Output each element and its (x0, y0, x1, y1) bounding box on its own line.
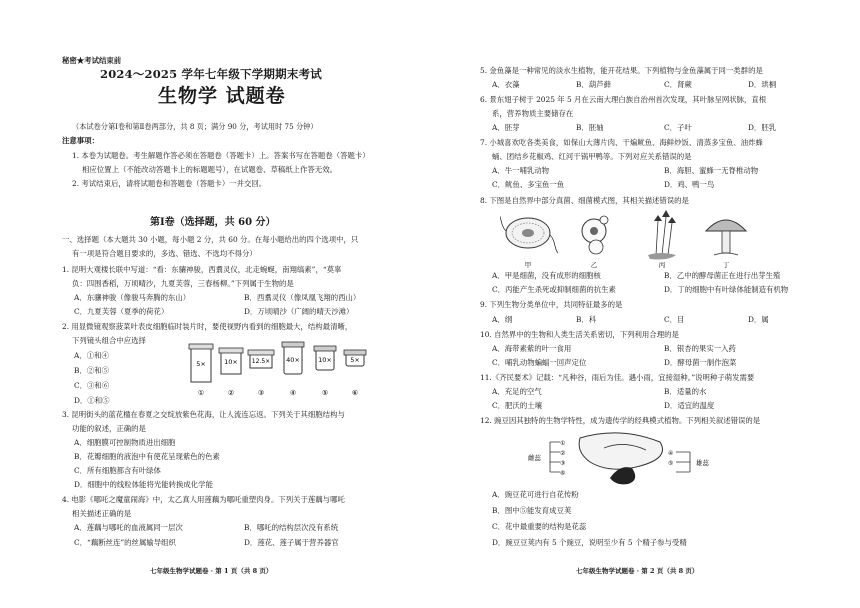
label-ding: 丁 (722, 261, 730, 269)
q10-option-c: C．哺乳动物蝙蝠一回声定位 (492, 358, 587, 367)
q4-stem-1: 4. 电影《哪吒之魔童闹海》中，太乙真人用莲藕为哪吒重塑肉身。下列关于莲藕与哪吒 (62, 495, 345, 504)
q8-option-c: C．丙能产生杀死或抑制细菌的抗生素 (492, 285, 616, 294)
pistil-bracket (550, 442, 560, 472)
q10-option-d: D．酵母菌一制作泡菜 (664, 358, 737, 367)
q1-option-a: A．东骧神骏（像骏马奔腾的东山） (74, 293, 191, 302)
q3-option-c: C．所有细胞都含有叶绿体 (74, 466, 161, 475)
pistil-label: 雌蕊 (528, 454, 541, 462)
q6-option-a: A．胚芽 (492, 123, 520, 132)
q6-stem-2: 系，营养物质主要储存在 (492, 109, 574, 118)
lens-5-mag: 10× (318, 356, 332, 364)
q1-option-c: C．九夏芙蓉（夏季的荷花） (74, 307, 169, 316)
q8-option-b: B．乙中的酵母菌正在进行出芽生殖 (664, 271, 781, 280)
q2-stem-2: 下列镜头组合中应选择 (72, 336, 146, 345)
q11-option-b: B．适量的水 (664, 387, 707, 396)
mushroom-cap (706, 220, 746, 231)
q11-option-c: C．肥沃的土壤 (492, 401, 542, 410)
notice-line-2: 2. 考试结束后，请将试题卷和答题卷（答题卡）一并交回。 (72, 179, 267, 188)
cell-yi-nucleus (590, 227, 598, 235)
stamen-label: 雄蕊 (696, 459, 709, 467)
lens-4-mag: 40× (286, 356, 300, 364)
q11-stem-1: 11.《齐民要术》记载：“凡种谷，雨后为佳。遇小雨，宜接湿种。”说明种子萌发需要 (480, 373, 755, 382)
lens-3-mag: 12.5× (251, 358, 271, 365)
mold-stalk-2 (662, 217, 666, 255)
label-bing: 丙 (658, 261, 666, 269)
q5-option-c: C．肾蕨 (664, 80, 692, 89)
q4-stem-2: 相关描述正确的是 (72, 509, 132, 518)
num-1: ① (560, 440, 566, 447)
num-3: ③ (560, 460, 566, 467)
exam-meta: （本试卷分第Ⅰ卷和第Ⅱ卷两部分，共 8 页；满分 90 分，考试用时 75 分钟） (72, 122, 318, 131)
lens-6-mag: 5× (350, 356, 360, 364)
microbe-figure (500, 209, 780, 271)
num-4: ④ (668, 450, 674, 457)
q3-stem-2: 功能的叙述，正确的是 (72, 424, 146, 433)
q1-option-b: B．西翥灵仪（像凤凰飞翔的西山） (244, 293, 361, 302)
q6-option-b: B．胚轴 (576, 123, 604, 132)
mold-spores (654, 210, 676, 223)
q4-option-a: A．莲藕与哪吒的血液属同一层次 (74, 523, 183, 532)
q7-option-b: B．海胆、蜜蜂一无脊椎动物 (664, 166, 759, 175)
q8-stem-1: 8. 下图是自然界中部分真菌、细菌模式图，其相关描述错误的是 (480, 196, 689, 205)
volume-1-title: 第Ⅰ卷（选择题，共 60 分） (150, 217, 276, 228)
q10-stem-1: 10. 自然界中的生物和人类生活关系密切，下列利用合理的是 (480, 330, 679, 339)
yeast-bud (600, 216, 608, 224)
mushroom-mycelium (714, 253, 738, 255)
q7-stem-2: 蛹、团结乡花椒鸡、红河干锅甲鸭等。下列对应关系错误的是 (492, 152, 692, 161)
stamen-bracket (676, 452, 690, 472)
q5-stem-1: 5. 金鱼藻是一种常见的淡水生植物，能开花结果。下列植物与金鱼藻属于同一类群的是 (480, 66, 763, 75)
q11-option-a: A．充足的空气 (492, 387, 542, 396)
lens-3-num: ③ (257, 389, 265, 397)
q3-stem-1: 3. 昆明街头的蓝花楹在春夏之交绽放紫色花海，让人流连忘返。下列关于其细胞结构与 (62, 410, 345, 419)
mold-stalk-1 (656, 221, 658, 255)
q12-option-c: C．花中最重要的结构是花蕊 (492, 522, 587, 531)
q4-option-d: D．莲花、莲子属于营养器官 (244, 538, 339, 547)
q11-option-d: D．适宜的温度 (664, 401, 715, 410)
notice-title: 注意事项： (62, 136, 99, 145)
lens-2-mag: 10× (224, 358, 238, 366)
q4-option-b: B．哪吒的结构层次没有系统 (244, 523, 339, 532)
mold-base (648, 253, 676, 260)
q6-option-d: D．胚乳 (748, 123, 777, 132)
q9-option-d: D．属 (748, 315, 769, 324)
label-jia: 甲 (524, 261, 532, 269)
subject-title: 生物学 试题卷 (158, 85, 286, 107)
q3-option-b: B．花瓣细胞的液泡中有使花呈现紫色的色素 (74, 452, 220, 461)
footer-page-1: 七年级生物学试题卷 · 第 1 页（共 8 页） (150, 567, 273, 575)
q8-option-d: D．丁的细胞中有叶绿体能制造有机物 (664, 285, 789, 294)
q12-option-a: A．豌豆花可进行自花传粉 (492, 490, 579, 499)
lens-6-num: ⑥ (351, 389, 359, 397)
page-2 (430, 0, 860, 608)
q5-option-a: A．衣藻 (492, 80, 520, 89)
q5-option-d: D．珙桐 (748, 80, 777, 89)
q8-option-a: A．甲是细菌，没有成形的细胞核 (492, 271, 601, 280)
footer-page-2: 七年级生物学试题卷 · 第 2 页（共 8 页） (576, 567, 699, 575)
q7-option-d: D．鸡、鸭一鸟 (664, 180, 715, 189)
q2-option-c: C．③和⑥ (74, 381, 110, 390)
lens-4-num: ④ (289, 389, 297, 397)
num-2: ② (560, 450, 566, 457)
q7-option-c: C．鱿鱼、多宝鱼一鱼 (492, 180, 565, 189)
q2-option-a: A．①和④ (74, 351, 109, 360)
num-5: ⑤ (668, 460, 674, 467)
q3-option-d: D．细胞中的线粒体能将光能转换成化学能 (74, 480, 213, 489)
lens-6-cap (344, 350, 366, 355)
lens-4-cap (282, 342, 304, 347)
notice-line-1a: 1. 本卷为试题卷。考生解题作答必须在答题卷（答题卡）上。答案书写在答题卷（答题卡） (72, 151, 370, 160)
num-6: ⑥ (560, 470, 566, 477)
mold-stalk-3 (668, 223, 672, 255)
cell-yi-small (589, 240, 603, 254)
lens-1-mag: 5× (196, 360, 206, 368)
q6-option-c: C．子叶 (664, 123, 692, 132)
q9-option-b: B．科 (576, 315, 597, 324)
lens-2-cap (219, 348, 243, 353)
lens-5-num: ⑤ (321, 389, 329, 397)
q12-option-d: D．豌豆豆荚内有 5 个豌豆，说明至少有 5 个精子参与受精 (492, 538, 687, 547)
q2-option-d: D．①和⑤ (74, 396, 110, 405)
q7-option-a: A．牛一哺乳动物 (492, 166, 550, 175)
section-intro-1: 一、选择题（本大题共 30 小题，每小题 2 分，共 60 分。在每小题给出的四个选项中，只 (62, 235, 359, 244)
lens-2-num: ② (227, 389, 235, 397)
q10-option-a: A．海带素紫的叶一食用 (492, 344, 572, 353)
lens-3-cap (248, 350, 274, 355)
q10-option-b: B．银杏的果实一入药 (664, 344, 736, 353)
q1-option-d: D．万顷晴沙（广阔的晴天沙滩） (244, 307, 354, 316)
section-intro-2: 有一项是符合题目要求的，多选、错选、不选均不得分） (72, 249, 257, 258)
flower-base (610, 467, 635, 484)
q2-option-b: B．②和⑤ (74, 366, 109, 375)
label-yi: 乙 (590, 261, 598, 269)
lens-illustration (186, 340, 376, 400)
q12-option-b: B．图中⑤能发育成豆荚 (492, 506, 572, 515)
pea-flower-figure (520, 428, 740, 488)
cell-jia-core (522, 229, 534, 237)
notice-line-1b: 相应位置上（不能改动答题卡上的标题题号），在试题卷、草稿纸上作答无效。 (82, 165, 337, 174)
q9-option-c: C．目 (664, 315, 685, 324)
secret-mark: 秘密★考试结束前 (62, 56, 122, 65)
q2-stem-1: 2. 用显微镜观察菠菜叶表皮细胞临时装片时，要使视野内看到的细胞最大，结构最清晰， (62, 322, 353, 331)
q9-option-a: A．纲 (492, 315, 513, 324)
q7-stem-1: 7. 小城喜欢吃各类美食，如保山大薄片肉、干煸鱿鱼、海鲜炒饭、清蒸多宝鱼、油炸蜂 (480, 138, 763, 147)
q9-stem-1: 9. 下列生物分类单位中，共同特征最多的是 (480, 300, 623, 309)
q3-option-a: A．细胞膜可控制物质进出细胞 (74, 438, 176, 447)
exam-title: 2024～2025 学年七年级下学期期末考试 (100, 67, 322, 81)
q6-stem-1: 6. 景东翅子树于 2025 年 5 月在云南大理白族自治州首次发现，其叶脉呈网状脉，直根 (480, 95, 767, 104)
mushroom-stem (722, 231, 730, 253)
lens-5-cap (314, 346, 336, 351)
q1-stem-1: 1. 昆明大观楼长联中写道：“看：东骧神骏，西翥灵仪，北走蜿蜒，南翔缟素”，“莫辜 (62, 265, 342, 274)
lens-1-cap (189, 344, 213, 349)
lens-1-num: ① (197, 389, 205, 397)
q4-option-c: C．“藕断丝连”的丝属输导组织 (74, 538, 176, 547)
q12-stem-1: 12. 豌豆因其独特的生物学特性，成为遗传学的经典模式植物。下列相关叙述错误的是 (480, 416, 761, 425)
q1-stem-2: 负：四围香稻，万顷晴沙，九夏芙蓉，三春杨柳。”下列属于生物的是 (72, 279, 294, 288)
q5-option-b: B．葫芦藓 (576, 80, 611, 89)
flower-outline (579, 433, 662, 469)
